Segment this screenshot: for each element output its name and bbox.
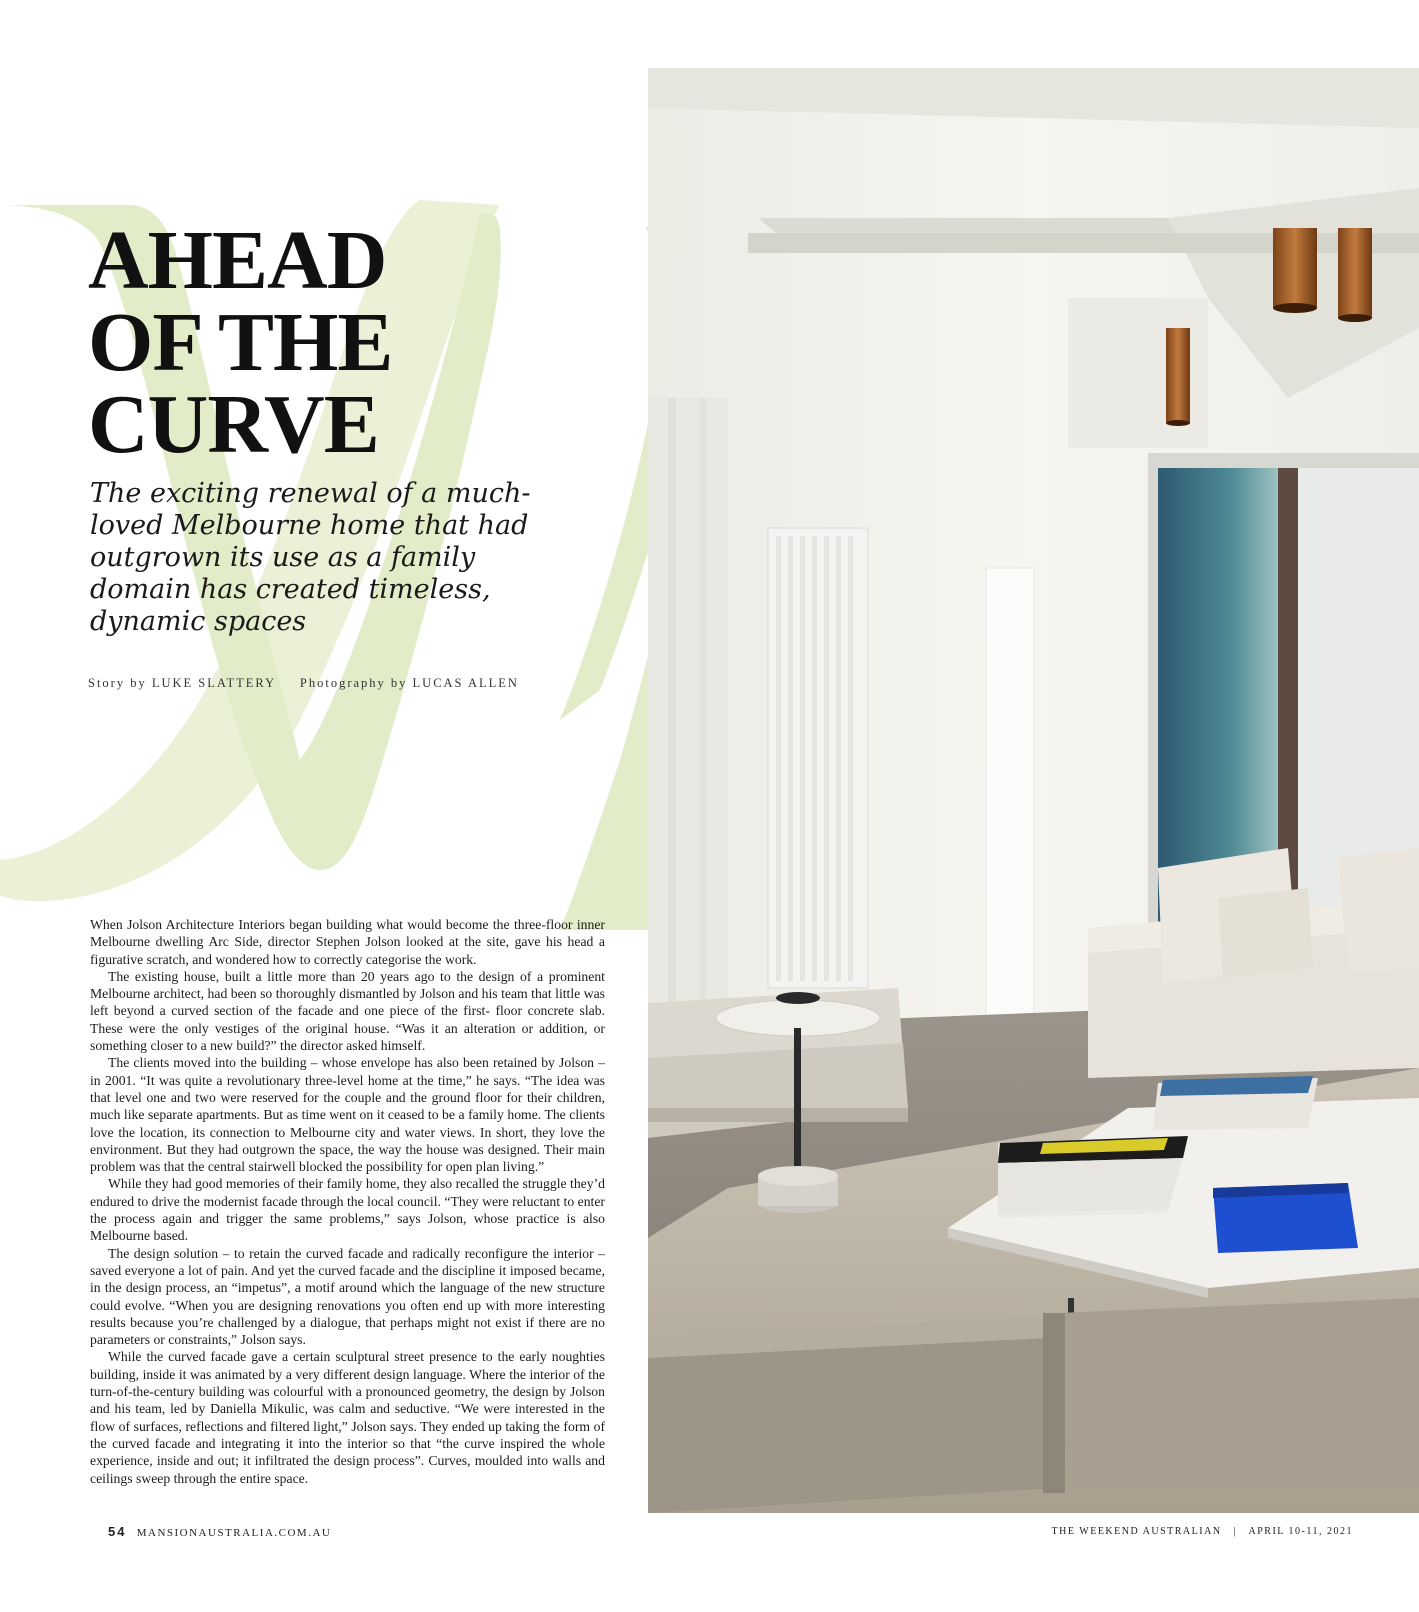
footer-separator: |: [1233, 1526, 1238, 1537]
paragraph: The clients moved into the building – whose envelope has also been retained by Jolson – in 2001. “It was quite a revolutionary three-level home at the time,” he says. “The idea was that level one and two were reserved for the couple and the ground floor for their children, much like separate apartments. But as time went on it ceased to be a family home. The clients love the location, its connection to Melbourne city and water views. In short, they love the environment. But they had outgrown the space, the way the house was designed. Their main problem was that the central stairwell blocked the possibility for open plan living.”: [90, 1055, 605, 1175]
page-number: 54: [108, 1524, 127, 1539]
footer-site: MANSIONAUSTRALIA.COM.AU: [136, 1527, 332, 1539]
paragraph: When Jolson Architecture Interiors began building what would become the three-floor inner Melbourne dwelling Arc Side, director Stephen Jolson looked at the site, gave his head a figurative scratch, and wondered how to correctly categorise the work.: [90, 917, 605, 967]
byline-story-prefix: Story by: [88, 676, 147, 690]
paragraph: The existing house, built a little more than 20 years ago to the design of a prominent Melbourne architect, had been so thoroughly dismantled by Jolson and his team that little was left beyond a curved section of the facade and one piece of the first- floor concrete slab. These were the only vestiges of the original house. “Was it an alteration or addition, or something closer to a new build?” the director asked himself.: [90, 968, 605, 1054]
footer-left: [108, 1524, 331, 1539]
paragraph: While the curved facade gave a certain sculptural street presence to the early noughties building, inside it was animated by a very different design language. Where the interior of the turn-of-the-century building was colourful with a pronounced geometry, the design by Jolson and his team, led by Daniella Mikulic, was calm and seductive. “We were interested in the flow of surfaces, reflections and filtered light,” Jolson says. They ended up taking the form of the curved facade and integrating it into the interior so that “the curve inspired the whole experience, inside and out; it infiltrated the design process”. Curves, moulded into walls and ceilings sweep through the entire space.: [90, 1349, 605, 1486]
paragraph: The design solution – to retain the curved facade and radically reconfigure the interior – saved everyone a lot of pain. And yet the curved facade and the discipline it imposed became, in the design process, an “impetus”, a motif around which the language of the new structure could evolve. “When you are designing renovations you often end up with more interesting results because you’re challenged by a dialogue, that perhaps might not exist if there are no parameters or constraints,” Jolson says.: [90, 1245, 605, 1348]
living-room-photo-icon: [648, 68, 1419, 1513]
byline-story-author: LUKE SLATTERY: [151, 676, 276, 690]
paragraph: While they had good memories of their family home, they also recalled the struggle they’d endured to drive the modernist facade through the local council. “They were reluctant to enter the process again and trigger the same problems,” says Jolson, whose practice is also Melbourne based.: [90, 1176, 605, 1244]
byline-photo-prefix: Photography by: [299, 676, 408, 690]
article-body: [90, 916, 605, 1487]
living-room-photo: [648, 68, 1419, 1513]
footer-publication: THE WEEKEND AUSTRALIAN: [1051, 1526, 1222, 1537]
footer-date: APRIL 10-11, 2021: [1248, 1526, 1353, 1537]
footer-right: [1052, 1526, 1353, 1537]
byline: [88, 676, 608, 691]
headline: AHEAD OF THE CURVE: [88, 214, 393, 471]
deck-subtitle: The exciting renewal of a much-loved Melbourne home that had outgrown its use as a family domain has created timeless, dynamic spaces: [90, 478, 531, 637]
byline-photo-author: LUCAS ALLEN: [412, 676, 519, 690]
